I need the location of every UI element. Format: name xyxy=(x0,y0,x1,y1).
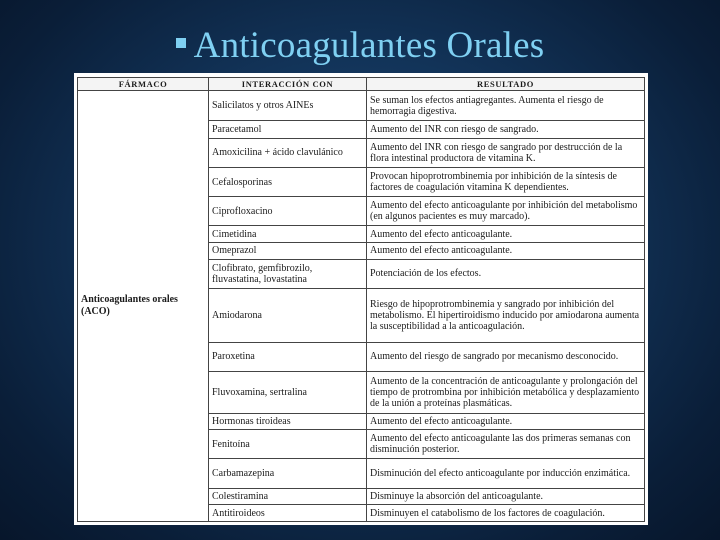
resultado-cell: Aumento del efecto anticoagulante. xyxy=(367,242,645,259)
header-farmaco: FÁRMACO xyxy=(78,78,209,91)
resultado-cell: Disminución del efecto anticoagulante por inducción enzimática. xyxy=(367,459,645,488)
slide-title-text: Anticoagulantes Orales xyxy=(193,25,545,66)
interaccion-cell: Salicilatos y otros AINEs xyxy=(209,91,367,121)
resultado-cell: Aumento del INR con riesgo de sangrado. xyxy=(367,121,645,139)
resultado-cell: Provocan hipoprotrombinemia por inhibición de la síntesis de factores de coagulación vitamina K dependientes. xyxy=(367,168,645,197)
interaccion-cell: Paroxetina xyxy=(209,342,367,371)
interaccion-cell: Hormonas tiroideas xyxy=(209,413,367,430)
resultado-cell: Aumento del efecto anticoagulante. xyxy=(367,413,645,430)
table-row xyxy=(78,91,645,121)
interaccion-cell: Cefalosporinas xyxy=(209,168,367,197)
resultado-cell: Aumento del efecto anticoagulante. xyxy=(367,226,645,243)
interaccion-cell: Colestiramina xyxy=(209,488,367,505)
table-header-row xyxy=(78,78,645,91)
resultado-cell: Aumento del efecto anticoagulante por inhibición del metabolismo (en algunos pacientes es muy marcado). xyxy=(367,197,645,226)
farmaco-cell: Anticoagulantes orales (ACO) xyxy=(78,91,209,522)
slide-title xyxy=(0,22,720,70)
resultado-cell: Disminuyen el catabolismo de los factores de coagulación. xyxy=(367,505,645,522)
interaccion-cell: Carbamazepina xyxy=(209,459,367,488)
square-bullet-icon xyxy=(176,38,186,48)
interaccion-cell: Clofibrato, gemfibrozilo, fluvastatina, lovastatina xyxy=(209,259,367,288)
resultado-cell: Potenciación de los efectos. xyxy=(367,259,645,288)
header-resultado: RESULTADO xyxy=(367,78,645,91)
resultado-cell: Riesgo de hipoprotrombinemia y sangrado por inhibición del metabolismo. El hipertiroidismo inducido por amiodarona aumenta la susceptibilidad a la anticoagulación. xyxy=(367,288,645,342)
interaccion-cell: Paracetamol xyxy=(209,121,367,139)
interaction-table-panel xyxy=(74,73,648,525)
interaction-table xyxy=(77,77,645,522)
resultado-cell: Se suman los efectos antiagregantes. Aumenta el riesgo de hemorragia digestiva. xyxy=(367,91,645,121)
interaccion-cell: Fluvoxamina, sertralina xyxy=(209,372,367,414)
resultado-cell: Aumento del efecto anticoagulante las dos primeras semanas con disminución posterior. xyxy=(367,430,645,459)
interaccion-cell: Fenitoína xyxy=(209,430,367,459)
interaccion-cell: Cimetidina xyxy=(209,226,367,243)
interaccion-cell: Antitiroideos xyxy=(209,505,367,522)
interaccion-cell: Omeprazol xyxy=(209,242,367,259)
resultado-cell: Aumento de la concentración de anticoagulante y prolongación del tiempo de protrombina por inhibición metabólica y desplazamiento de la unión a proteínas plasmáticas. xyxy=(367,372,645,414)
header-interaccion: INTERACCIÓN CON xyxy=(209,78,367,91)
interaccion-cell: Ciprofloxacino xyxy=(209,197,367,226)
resultado-cell: Disminuye la absorción del anticoagulante. xyxy=(367,488,645,505)
resultado-cell: Aumento del INR con riesgo de sangrado por destrucción de la flora intestinal productora de vitamina K. xyxy=(367,138,645,167)
interaccion-cell: Amiodarona xyxy=(209,288,367,342)
interaccion-cell: Amoxicilina + ácido clavulánico xyxy=(209,138,367,167)
resultado-cell: Aumento del riesgo de sangrado por mecanismo desconocido. xyxy=(367,342,645,371)
